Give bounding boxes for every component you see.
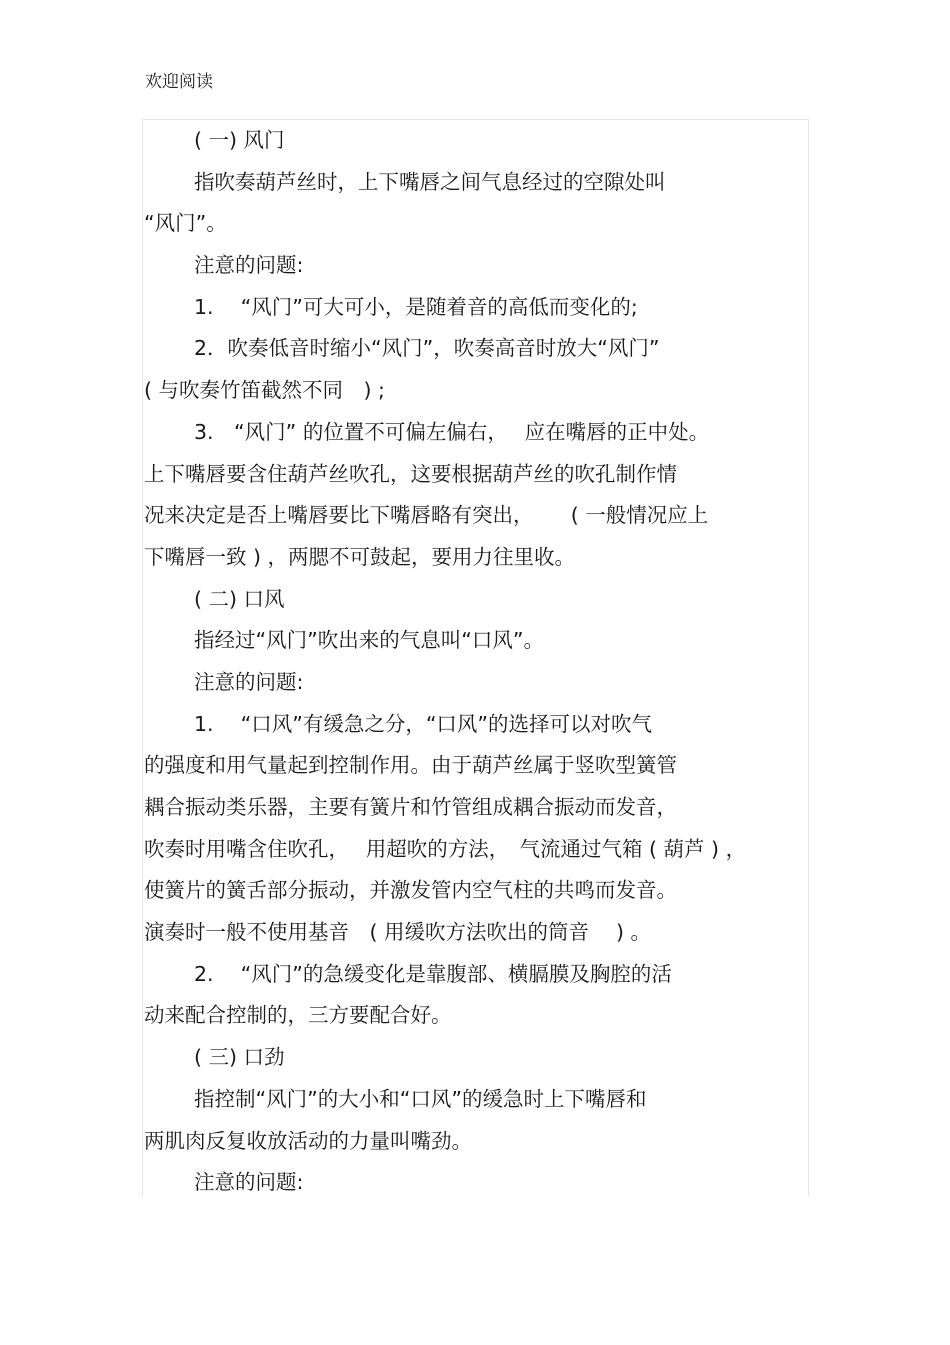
text-line: 的强度和用气量起到控制作用。由于葫芦丝属于竖吹型簧管 [144, 753, 677, 778]
text-line: 3. “风门” 的位置不可偏左偏右， 应在嘴唇的正中处。 [194, 419, 710, 444]
text-line: 指吹奏葫芦丝时，上下嘴唇之间气息经过的空隙处叫 [194, 169, 666, 194]
text-line: 动来配合控制的，三方要配合好。 [144, 1003, 452, 1028]
text-line: 2. “风门”的急缓变化是靠腹部、横膈膜及胸腔的活 [194, 961, 672, 986]
text-line: 上下嘴唇要含住葫芦丝吹孔，这要根据葫芦丝的吹孔制作情 [144, 461, 677, 486]
page-header: 欢迎阅读 [145, 72, 213, 92]
text-line: 耦合振动类乐器，主要有簧片和竹管组成耦合振动而发音， [144, 795, 677, 819]
text-line: 注意的问题: [194, 1170, 304, 1195]
text-line: 2．吹奏低音时缩小“风门”，吹奏高音时放大“风门” [194, 336, 660, 361]
text-line: 况来决定是否上嘴唇要比下嘴唇略有突出， ( 一般情况应上 [144, 503, 709, 528]
text-line: 1. “口风”有缓急之分，“口风”的选择可以对吹气 [194, 711, 653, 736]
text-line: 注意的问题: [194, 669, 304, 694]
document-body [144, 120, 814, 1204]
text-line: ( 三) 口劲 [194, 1045, 285, 1070]
text-line: ( 一) 风门 [194, 128, 285, 152]
text-line: 吹奏时用嘴含住吹孔， 用超吹的方法， 气流通过气箱 ( 葫芦 ) ， [144, 836, 747, 861]
text-line: 下嘴唇一致 ) ，两腮不可鼓起，要用力往里收。 [144, 544, 576, 569]
text-line: 1. “风门”可大可小，是随着音的高低而变化的; [194, 294, 638, 319]
text-line: ( 二) 口风 [194, 586, 285, 611]
text-line: 注意的问题: [194, 253, 304, 278]
text-line: 指经过“风门”吹出来的气息叫“口风”。 [194, 628, 544, 653]
text-line: 使簧片的簧舌部分振动，并激发管内空气柱的共鸣而发音。 [144, 878, 677, 903]
text-line: “风门”。 [144, 211, 227, 236]
text-line: ( 与吹奏竹笛截然不同 ) ; [144, 378, 385, 403]
text-line: 演奏时一般不使用基音 ( 用缓吹方法吹出的筒音 ) 。 [144, 920, 652, 945]
text-line: 两肌肉反复收放活动的力量叫嘴劲。 [144, 1128, 472, 1153]
text-line: 指控制“风门”的大小和“口风”的缓急时上下嘴唇和 [194, 1086, 647, 1111]
